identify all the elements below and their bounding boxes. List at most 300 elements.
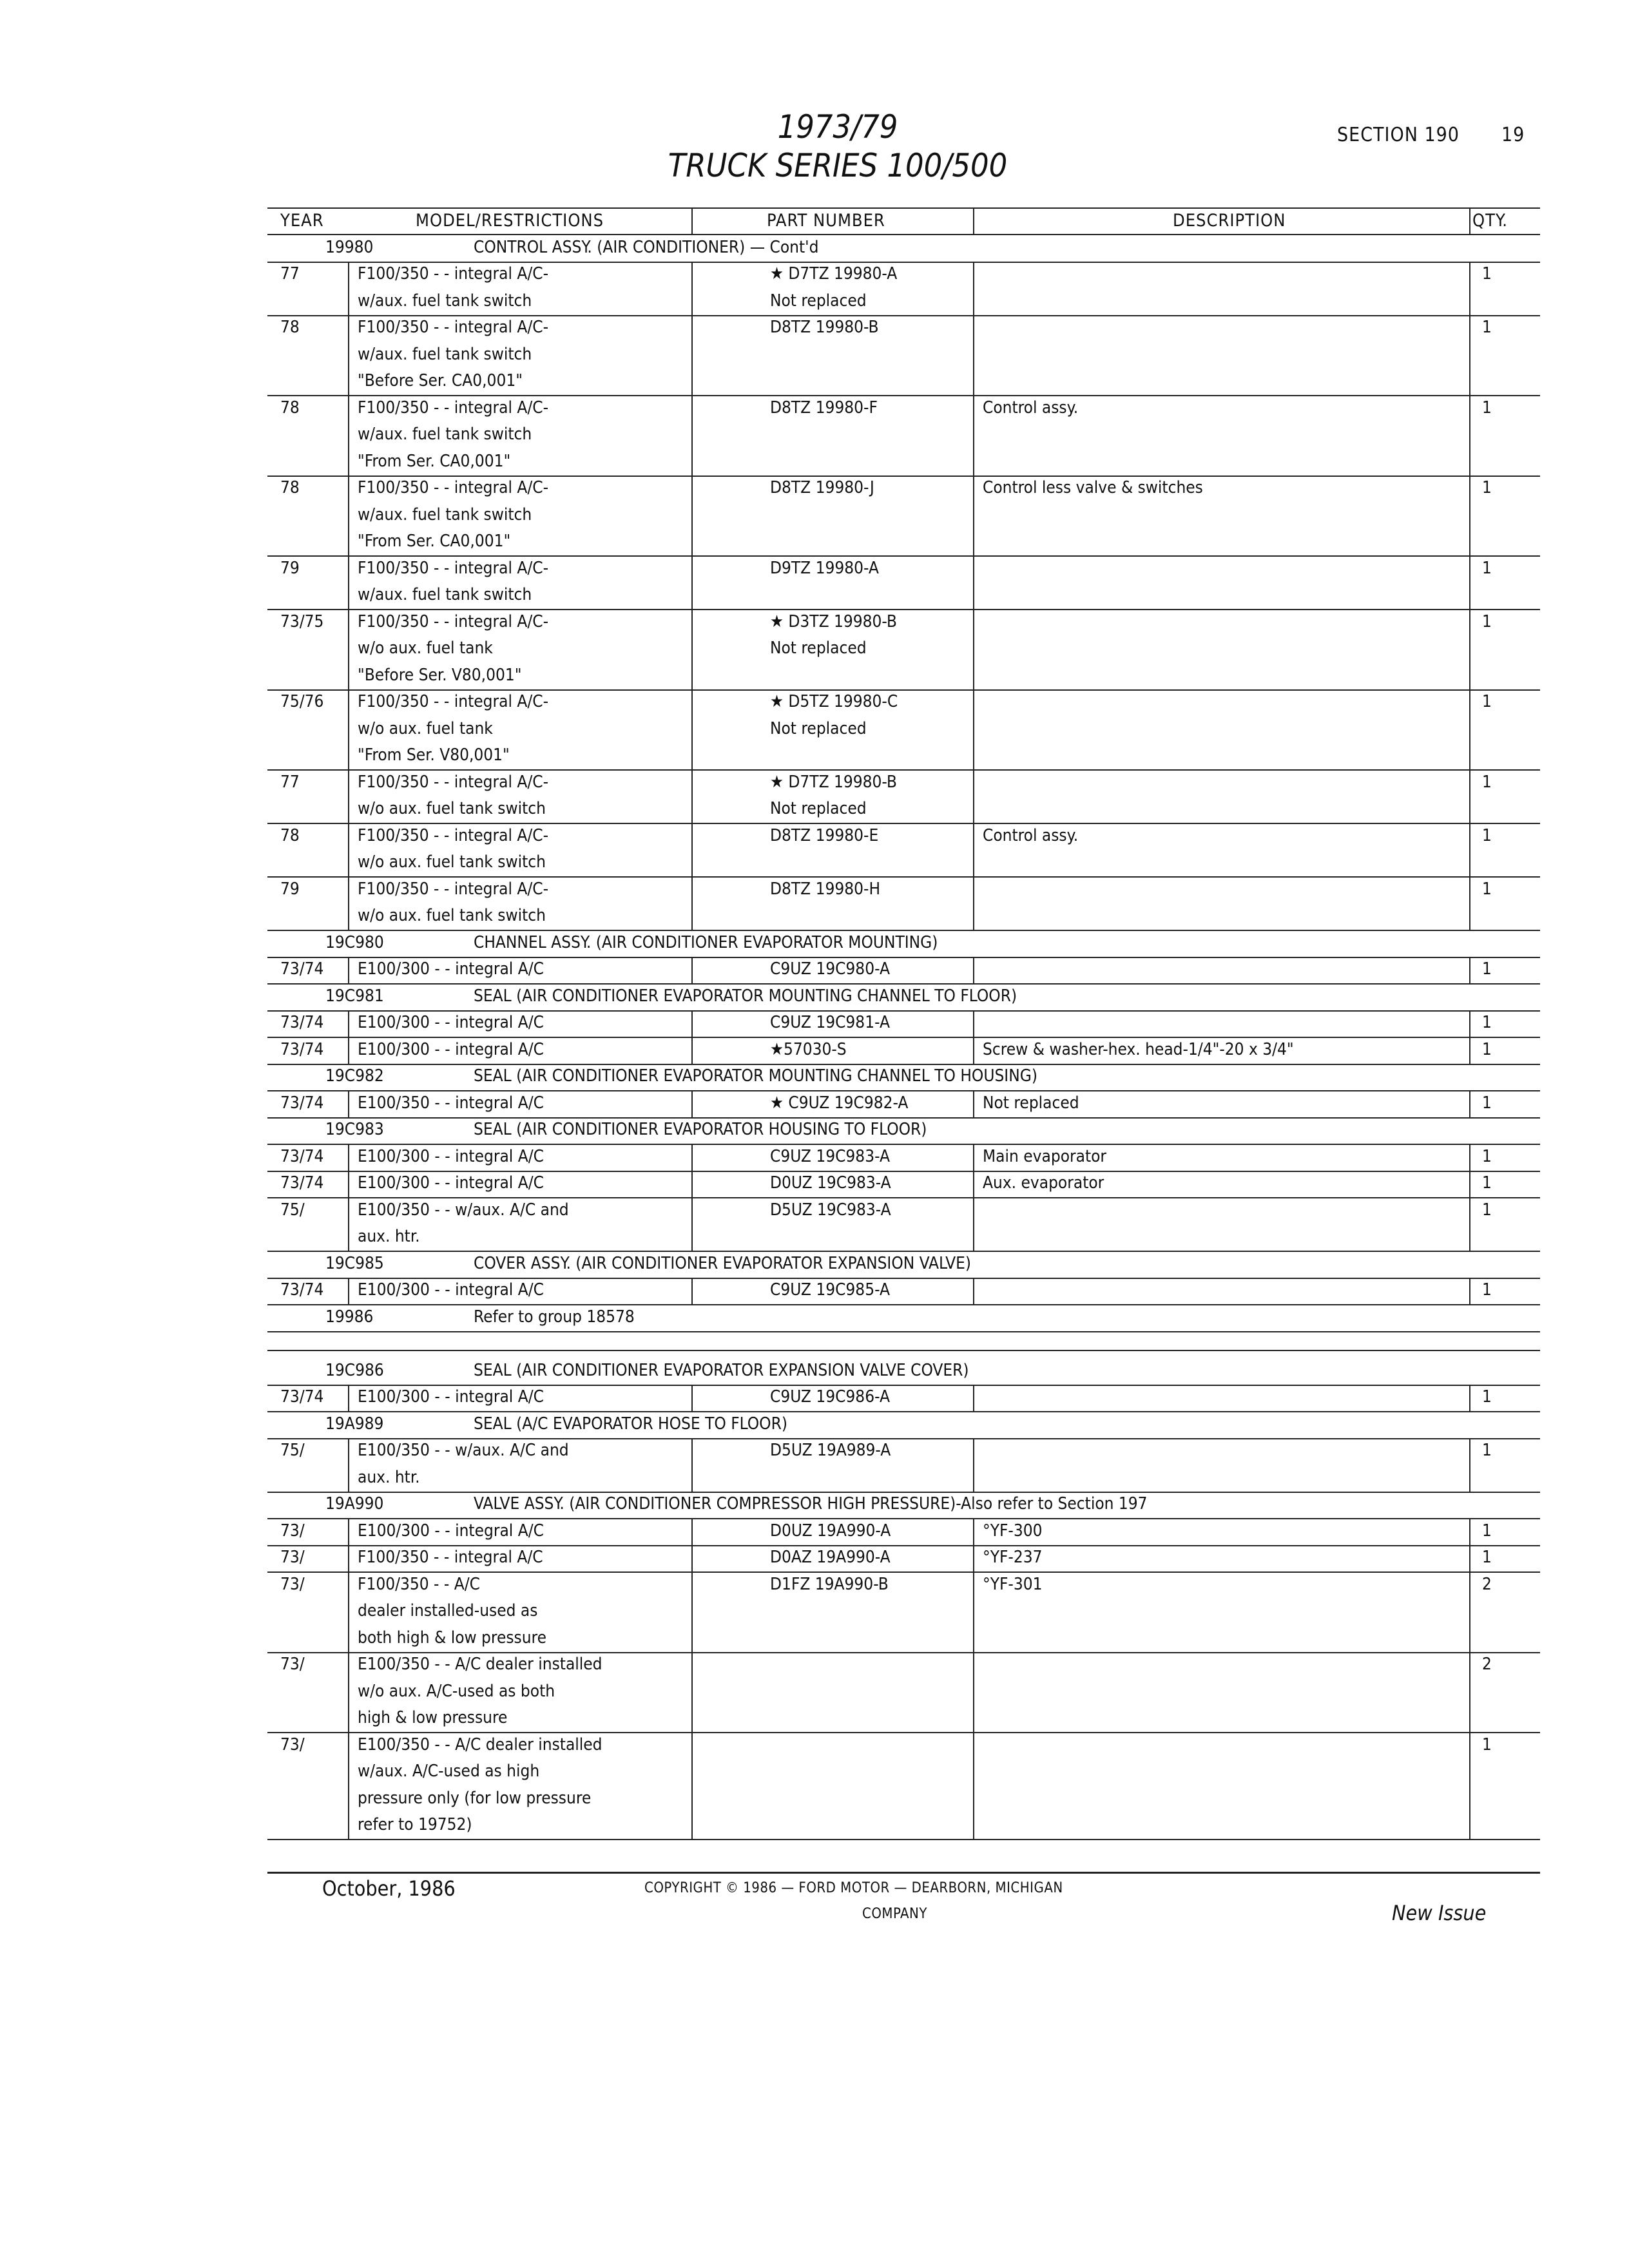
cell-year: 73/ bbox=[280, 1521, 305, 1541]
column-divider bbox=[691, 957, 693, 984]
table-row bbox=[267, 1224, 1540, 1251]
group-title: SEAL (AIR CONDITIONER EVAPORATOR EXPANSION VALVE COVER) bbox=[474, 1360, 969, 1380]
cell-year: 77 bbox=[280, 772, 300, 792]
cell-model: w/o aux. fuel tank switch bbox=[358, 906, 546, 925]
cell-qty: 1 bbox=[1482, 1521, 1492, 1541]
cell-description: Control assy. bbox=[983, 825, 1079, 845]
cell-year: 73/74 bbox=[280, 1146, 324, 1166]
cell-model: w/o aux. A/C-used as both bbox=[358, 1681, 555, 1701]
cell-model: F100/350 - - A/C bbox=[358, 1574, 480, 1594]
column-divider bbox=[973, 1438, 974, 1492]
cell-year: 73/ bbox=[280, 1548, 305, 1567]
group-number: 19C986 bbox=[325, 1360, 384, 1380]
column-divider bbox=[348, 262, 349, 930]
cell-model: E100/300 - - integral A/C bbox=[358, 1013, 544, 1032]
cell-model: E100/350 - - w/aux. A/C and bbox=[358, 1200, 569, 1220]
cell-year: 75/ bbox=[280, 1200, 305, 1220]
column-divider bbox=[973, 957, 974, 984]
cell-year: 78 bbox=[280, 825, 300, 845]
cell-model: E100/350 - - A/C dealer installed bbox=[358, 1655, 602, 1674]
cell-part-number: Not replaced bbox=[770, 799, 867, 818]
table-row bbox=[267, 609, 1540, 636]
group-heading bbox=[267, 1117, 1540, 1144]
table-row bbox=[267, 261, 1540, 288]
column-divider bbox=[691, 1144, 693, 1251]
column-divider bbox=[348, 1144, 349, 1251]
column-divider bbox=[973, 1090, 974, 1117]
cell-part-number: ★ D5TZ 19980-C bbox=[770, 692, 898, 711]
column-divider bbox=[348, 1278, 349, 1305]
cell-year: 78 bbox=[280, 398, 300, 418]
group-heading bbox=[267, 1411, 1540, 1438]
group-title: COVER ASSY. (AIR CONDITIONER EVAPORATOR EXPANSION VALVE) bbox=[474, 1253, 972, 1273]
cell-part-number: D0UZ 19A990-A bbox=[770, 1521, 891, 1541]
cell-description: Not replaced bbox=[983, 1093, 1079, 1113]
group-number: 19A990 bbox=[325, 1494, 384, 1514]
row-rule bbox=[267, 1732, 1540, 1733]
column-divider bbox=[348, 1438, 349, 1492]
cell-model: w/aux. fuel tank switch bbox=[358, 291, 532, 311]
cell-model: F100/350 - - integral A/C bbox=[358, 1548, 543, 1567]
cell-model: E100/300 - - integral A/C bbox=[358, 1039, 544, 1059]
cell-qty: 1 bbox=[1482, 1387, 1492, 1407]
row-rule bbox=[267, 1839, 1540, 1840]
footer-date: October, 1986 bbox=[322, 1876, 456, 1901]
cell-model: E100/300 - - integral A/C bbox=[358, 1387, 544, 1407]
cell-model: w/o aux. fuel tank switch bbox=[358, 799, 546, 818]
table-row bbox=[267, 1651, 1540, 1678]
column-divider bbox=[691, 1385, 693, 1412]
table-row bbox=[267, 1571, 1540, 1599]
row-rule bbox=[267, 1251, 1540, 1252]
row-rule bbox=[267, 769, 1540, 771]
group-heading bbox=[267, 1063, 1540, 1090]
cell-model: E100/300 - - integral A/C bbox=[358, 1146, 544, 1166]
column-divider bbox=[691, 262, 693, 930]
cell-qty: 1 bbox=[1482, 1548, 1492, 1567]
column-divider bbox=[348, 1010, 349, 1064]
cell-part-number: D5UZ 19A989-A bbox=[770, 1441, 891, 1460]
cell-year: 79 bbox=[280, 879, 300, 899]
cell-qty: 1 bbox=[1482, 558, 1492, 578]
group-number: 19C981 bbox=[325, 986, 384, 1006]
table-row bbox=[267, 1678, 1540, 1706]
row-rule bbox=[267, 1438, 1540, 1439]
row-rule bbox=[267, 1090, 1540, 1091]
cell-part-number: C9UZ 19C985-A bbox=[770, 1280, 890, 1300]
cell-year: 79 bbox=[280, 558, 300, 578]
parts-table bbox=[267, 207, 1540, 1839]
table-row bbox=[267, 823, 1540, 850]
group-title: SEAL (AIR CONDITIONER EVAPORATOR MOUNTING CHANNEL TO HOUSING) bbox=[474, 1066, 1037, 1086]
cell-part-number: Not replaced bbox=[770, 639, 867, 658]
cell-year: 73/ bbox=[280, 1574, 305, 1594]
footer-issue: New Issue bbox=[1392, 1901, 1487, 1925]
table-row bbox=[267, 662, 1540, 689]
cell-model: F100/350 - - integral A/C- bbox=[358, 558, 549, 578]
row-rule bbox=[267, 1545, 1540, 1546]
cell-model: w/o aux. fuel tank switch bbox=[358, 852, 546, 872]
cell-description: Main evaporator bbox=[983, 1146, 1107, 1166]
cell-description: Aux. evaporator bbox=[983, 1173, 1104, 1193]
table-row bbox=[267, 1437, 1540, 1465]
cell-qty: 1 bbox=[1482, 398, 1492, 418]
row-rule bbox=[267, 609, 1540, 610]
group-number: 19C980 bbox=[325, 932, 384, 952]
cell-part-number: ★57030-S bbox=[770, 1039, 847, 1059]
table-row bbox=[267, 528, 1540, 555]
cell-description: Control assy. bbox=[983, 398, 1079, 418]
cell-model: E100/350 - - A/C dealer installed bbox=[358, 1735, 602, 1754]
cell-model: "Before Ser. V80,001" bbox=[358, 665, 522, 685]
group-number: 19986 bbox=[325, 1307, 374, 1327]
group-number: 19C985 bbox=[325, 1253, 384, 1273]
cell-qty: 1 bbox=[1482, 1280, 1492, 1300]
column-divider bbox=[348, 957, 349, 984]
cell-part-number: D8TZ 19980-E bbox=[770, 825, 879, 845]
row-rule bbox=[267, 1411, 1540, 1412]
group-heading bbox=[267, 930, 1540, 957]
cell-qty: 1 bbox=[1482, 879, 1492, 899]
row-rule bbox=[267, 1304, 1540, 1305]
cell-qty: 1 bbox=[1482, 825, 1492, 845]
column-divider bbox=[348, 1518, 349, 1839]
cell-part-number: ★ D7TZ 19980-B bbox=[770, 772, 897, 792]
column-divider bbox=[1469, 1438, 1470, 1492]
cell-model: E100/300 - - integral A/C bbox=[358, 959, 544, 979]
cell-model: "From Ser. CA0,001" bbox=[358, 532, 511, 551]
cell-qty: 1 bbox=[1482, 1441, 1492, 1460]
group-title: SEAL (A/C EVAPORATOR HOSE TO FLOOR) bbox=[474, 1414, 787, 1434]
row-rule bbox=[267, 1652, 1540, 1653]
column-divider bbox=[973, 1144, 974, 1251]
table-row bbox=[267, 314, 1540, 341]
row-rule bbox=[267, 983, 1540, 985]
cell-year: 78 bbox=[280, 478, 300, 497]
cell-qty: 1 bbox=[1482, 478, 1492, 497]
table-row bbox=[267, 1812, 1540, 1839]
group-heading bbox=[267, 1358, 1540, 1385]
col-model: MODEL/RESTRICTIONS bbox=[416, 211, 604, 231]
cell-description: Control less valve & switches bbox=[983, 478, 1203, 497]
row-rule bbox=[267, 262, 1540, 263]
table-row bbox=[267, 1544, 1540, 1571]
cell-model: refer to 19752) bbox=[358, 1815, 472, 1834]
row-rule bbox=[267, 1350, 1540, 1351]
column-divider bbox=[1469, 1518, 1470, 1839]
cell-model: F100/350 - - integral A/C- bbox=[358, 478, 549, 497]
table-row bbox=[267, 876, 1540, 903]
cell-year: 73/74 bbox=[280, 959, 324, 979]
table-row bbox=[267, 769, 1540, 796]
row-rule bbox=[267, 395, 1540, 396]
row-rule bbox=[267, 1037, 1540, 1038]
cell-description: °YF-300 bbox=[983, 1521, 1043, 1541]
table-row bbox=[267, 1384, 1540, 1411]
table-row bbox=[267, 1170, 1540, 1197]
row-rule bbox=[267, 1171, 1540, 1172]
cell-qty: 2 bbox=[1482, 1574, 1492, 1594]
table-row bbox=[267, 956, 1540, 983]
row-rule bbox=[267, 1278, 1540, 1279]
column-divider bbox=[348, 1090, 349, 1117]
footer-copyright: COPYRIGHT © 1986 — FORD MOTOR — DEARBORN, MICHIGAN bbox=[644, 1880, 1063, 1896]
cell-model: "From Ser. V80,001" bbox=[358, 745, 510, 765]
group-number: 19980 bbox=[325, 237, 374, 257]
table-row bbox=[267, 716, 1540, 743]
cell-qty: 1 bbox=[1482, 318, 1492, 337]
cell-part-number: Not replaced bbox=[770, 718, 867, 738]
row-rule bbox=[267, 957, 1540, 958]
table-row bbox=[267, 502, 1540, 529]
column-header-row bbox=[267, 207, 1540, 235]
cell-model: "Before Ser. CA0,001" bbox=[358, 371, 523, 390]
group-heading bbox=[267, 1251, 1540, 1278]
row-rule bbox=[267, 823, 1540, 824]
cell-part-number: D8TZ 19980-H bbox=[770, 879, 881, 899]
table-row bbox=[267, 288, 1540, 315]
cell-model: F100/350 - - integral A/C- bbox=[358, 825, 549, 845]
cell-year: 73/74 bbox=[280, 1093, 324, 1113]
cell-part-number: D8TZ 19980-B bbox=[770, 318, 879, 337]
cell-qty: 2 bbox=[1482, 1655, 1492, 1674]
header-years: 1973/79 bbox=[777, 108, 898, 146]
cell-model: aux. htr. bbox=[358, 1467, 420, 1487]
cell-part-number: D1FZ 19A990-B bbox=[770, 1574, 889, 1594]
table-row bbox=[267, 689, 1540, 716]
row-rule bbox=[267, 1492, 1540, 1493]
table-row bbox=[267, 1465, 1540, 1492]
cell-qty: 1 bbox=[1482, 692, 1492, 711]
row-rule bbox=[267, 1064, 1540, 1065]
cell-part-number: D0AZ 19A990-A bbox=[770, 1548, 891, 1567]
table-row bbox=[267, 1144, 1540, 1171]
table-row bbox=[267, 1518, 1540, 1545]
table-row bbox=[267, 796, 1540, 823]
cell-part-number: C9UZ 19C983-A bbox=[770, 1146, 890, 1166]
group-heading bbox=[267, 1491, 1540, 1518]
column-divider bbox=[973, 1385, 974, 1412]
column-divider bbox=[973, 262, 974, 930]
cell-year: 73/74 bbox=[280, 1280, 324, 1300]
cell-model: "From Ser. CA0,001" bbox=[358, 451, 511, 471]
cell-qty: 1 bbox=[1482, 1200, 1492, 1220]
column-divider bbox=[691, 1278, 693, 1305]
column-divider bbox=[691, 1090, 693, 1117]
group-heading bbox=[267, 235, 1540, 262]
group-heading bbox=[267, 1304, 1540, 1331]
cell-model: w/o aux. fuel tank bbox=[358, 639, 493, 658]
row-rule bbox=[267, 1331, 1540, 1332]
cell-model: F100/350 - - integral A/C- bbox=[358, 772, 549, 792]
group-number: 19C982 bbox=[325, 1066, 384, 1086]
cell-model: F100/350 - - integral A/C- bbox=[358, 318, 549, 337]
cell-model: pressure only (for low pressure bbox=[358, 1788, 592, 1808]
column-divider bbox=[691, 1438, 693, 1492]
column-divider bbox=[1469, 1385, 1470, 1412]
cell-part-number: C9UZ 19C986-A bbox=[770, 1387, 890, 1407]
spacer-row bbox=[267, 1331, 1540, 1358]
group-title: Refer to group 18578 bbox=[474, 1307, 635, 1327]
cell-part-number: ★ D3TZ 19980-B bbox=[770, 611, 897, 631]
cell-model: F100/350 - - integral A/C- bbox=[358, 611, 549, 631]
cell-model: E100/300 - - integral A/C bbox=[358, 1521, 544, 1541]
cell-part-number: Not replaced bbox=[770, 291, 867, 311]
cell-model: aux. htr. bbox=[358, 1227, 420, 1246]
cell-part-number: D8TZ 19980-F bbox=[770, 398, 878, 418]
column-divider bbox=[973, 1278, 974, 1305]
table-row bbox=[267, 1785, 1540, 1812]
cell-year: 73/ bbox=[280, 1655, 305, 1674]
cell-year: 73/74 bbox=[280, 1013, 324, 1032]
table-row bbox=[267, 849, 1540, 876]
cell-description: °YF-301 bbox=[983, 1574, 1043, 1594]
cell-year: 73/74 bbox=[280, 1173, 324, 1193]
group-title: CONTROL ASSY. (AIR CONDITIONER) — Cont'd bbox=[474, 237, 819, 257]
cell-part-number: ★ D7TZ 19980-A bbox=[770, 264, 898, 284]
table-row bbox=[267, 1625, 1540, 1652]
table-row bbox=[267, 1598, 1540, 1625]
table-row bbox=[267, 1732, 1540, 1759]
cell-model: w/aux. fuel tank switch bbox=[358, 344, 532, 364]
table-row bbox=[267, 368, 1540, 395]
cell-model: both high & low pressure bbox=[358, 1628, 546, 1648]
cell-model: F100/350 - - integral A/C- bbox=[358, 264, 549, 284]
group-title: VALVE ASSY. (AIR CONDITIONER COMPRESSOR HIGH PRESSURE)-Also refer to Section 197 bbox=[474, 1494, 1148, 1514]
cell-part-number: D0UZ 19C983-A bbox=[770, 1173, 891, 1193]
cell-part-number: ★ C9UZ 19C982-A bbox=[770, 1093, 909, 1113]
table-row bbox=[267, 903, 1540, 930]
cell-year: 77 bbox=[280, 264, 300, 284]
column-divider bbox=[1469, 1090, 1470, 1117]
cell-qty: 1 bbox=[1482, 772, 1492, 792]
cell-description: Screw & washer-hex. head-1/4"-20 x 3/4" bbox=[983, 1039, 1294, 1059]
col-desc: DESCRIPTION bbox=[1173, 211, 1286, 231]
cell-model: w/aux. fuel tank switch bbox=[358, 505, 532, 524]
row-rule bbox=[267, 1010, 1540, 1012]
cell-model: w/aux. fuel tank switch bbox=[358, 585, 532, 604]
cell-model: E100/350 - - w/aux. A/C and bbox=[358, 1441, 569, 1460]
header-series: TRUCK SERIES 100/500 bbox=[668, 147, 1008, 184]
table-row bbox=[267, 635, 1540, 662]
table-row bbox=[267, 475, 1540, 502]
page-number: 19 bbox=[1501, 124, 1525, 146]
table-row bbox=[267, 1277, 1540, 1304]
cell-qty: 1 bbox=[1482, 611, 1492, 631]
col-qty: QTY. bbox=[1472, 211, 1509, 231]
table-row bbox=[267, 448, 1540, 476]
cell-year: 73/ bbox=[280, 1735, 305, 1754]
cell-model: w/o aux. fuel tank bbox=[358, 718, 493, 738]
cell-model: high & low pressure bbox=[358, 1708, 508, 1727]
cell-part-number: D5UZ 19C983-A bbox=[770, 1200, 891, 1220]
cell-qty: 1 bbox=[1482, 959, 1492, 979]
col-year: YEAR bbox=[280, 211, 324, 231]
table-row bbox=[267, 1705, 1540, 1732]
cell-part-number: D8TZ 19980-J bbox=[770, 478, 874, 497]
group-title: SEAL (AIR CONDITIONER EVAPORATOR HOUSING TO FLOOR) bbox=[474, 1120, 927, 1139]
group-title: CHANNEL ASSY. (AIR CONDITIONER EVAPORATOR MOUNTING) bbox=[474, 932, 938, 952]
cell-part-number: C9UZ 19C981-A bbox=[770, 1013, 890, 1032]
row-rule bbox=[267, 555, 1540, 557]
cell-model: dealer installed-used as bbox=[358, 1601, 538, 1620]
row-rule bbox=[267, 1144, 1540, 1145]
table-row bbox=[267, 1197, 1540, 1224]
cell-model: E100/300 - - integral A/C bbox=[358, 1280, 544, 1300]
cell-year: 78 bbox=[280, 318, 300, 337]
table-row bbox=[267, 1758, 1540, 1785]
cell-description: °YF-237 bbox=[983, 1548, 1043, 1567]
column-divider bbox=[1469, 957, 1470, 984]
group-heading bbox=[267, 983, 1540, 1010]
cell-qty: 1 bbox=[1482, 1146, 1492, 1166]
row-rule bbox=[267, 315, 1540, 316]
col-part: PART NUMBER bbox=[767, 211, 885, 231]
column-divider bbox=[973, 1518, 974, 1839]
cell-model: w/aux. fuel tank switch bbox=[358, 425, 532, 444]
table-row bbox=[267, 1090, 1540, 1117]
row-rule bbox=[267, 1117, 1540, 1119]
cell-part-number: D9TZ 19980-A bbox=[770, 558, 879, 578]
cell-qty: 1 bbox=[1482, 1013, 1492, 1032]
table-row bbox=[267, 555, 1540, 582]
row-rule bbox=[267, 1385, 1540, 1386]
cell-year: 73/74 bbox=[280, 1039, 324, 1059]
row-rule bbox=[267, 876, 1540, 878]
cell-qty: 1 bbox=[1482, 264, 1492, 284]
footer-company: COMPANY bbox=[862, 1906, 927, 1922]
table-row bbox=[267, 742, 1540, 769]
table-row bbox=[267, 421, 1540, 448]
cell-part-number: C9UZ 19C980-A bbox=[770, 959, 890, 979]
table-row bbox=[267, 395, 1540, 422]
row-rule bbox=[267, 689, 1540, 691]
column-divider bbox=[348, 1385, 349, 1412]
cell-model: E100/350 - - integral A/C bbox=[358, 1093, 544, 1113]
cell-model: E100/300 - - integral A/C bbox=[358, 1173, 544, 1193]
cell-year: 73/75 bbox=[280, 611, 324, 631]
table-row bbox=[267, 1037, 1540, 1064]
column-divider bbox=[1469, 1278, 1470, 1305]
row-rule bbox=[267, 1571, 1540, 1573]
row-rule bbox=[267, 1518, 1540, 1519]
column-divider bbox=[1469, 262, 1470, 930]
cell-year: 75/76 bbox=[280, 692, 324, 711]
table-row bbox=[267, 341, 1540, 369]
cell-qty: 1 bbox=[1482, 1173, 1492, 1193]
cell-model: w/aux. A/C-used as high bbox=[358, 1762, 540, 1781]
cell-model: F100/350 - - integral A/C- bbox=[358, 692, 549, 711]
column-divider bbox=[1469, 1144, 1470, 1251]
column-divider bbox=[691, 1010, 693, 1064]
cell-year: 75/ bbox=[280, 1441, 305, 1460]
cell-qty: 1 bbox=[1482, 1093, 1492, 1113]
row-rule bbox=[267, 476, 1540, 477]
cell-model: F100/350 - - integral A/C- bbox=[358, 398, 549, 418]
column-divider bbox=[691, 1518, 693, 1839]
cell-qty: 1 bbox=[1482, 1039, 1492, 1059]
cell-year: 73/74 bbox=[280, 1387, 324, 1407]
group-number: 19A989 bbox=[325, 1414, 384, 1434]
cell-qty: 1 bbox=[1482, 1735, 1492, 1754]
section-label: SECTION 190 bbox=[1337, 124, 1460, 146]
table-row bbox=[267, 582, 1540, 609]
column-divider bbox=[973, 1010, 974, 1064]
table-row bbox=[267, 1010, 1540, 1037]
column-divider bbox=[1469, 1010, 1470, 1064]
group-title: SEAL (AIR CONDITIONER EVAPORATOR MOUNTING CHANNEL TO FLOOR) bbox=[474, 986, 1017, 1006]
row-rule bbox=[267, 930, 1540, 931]
